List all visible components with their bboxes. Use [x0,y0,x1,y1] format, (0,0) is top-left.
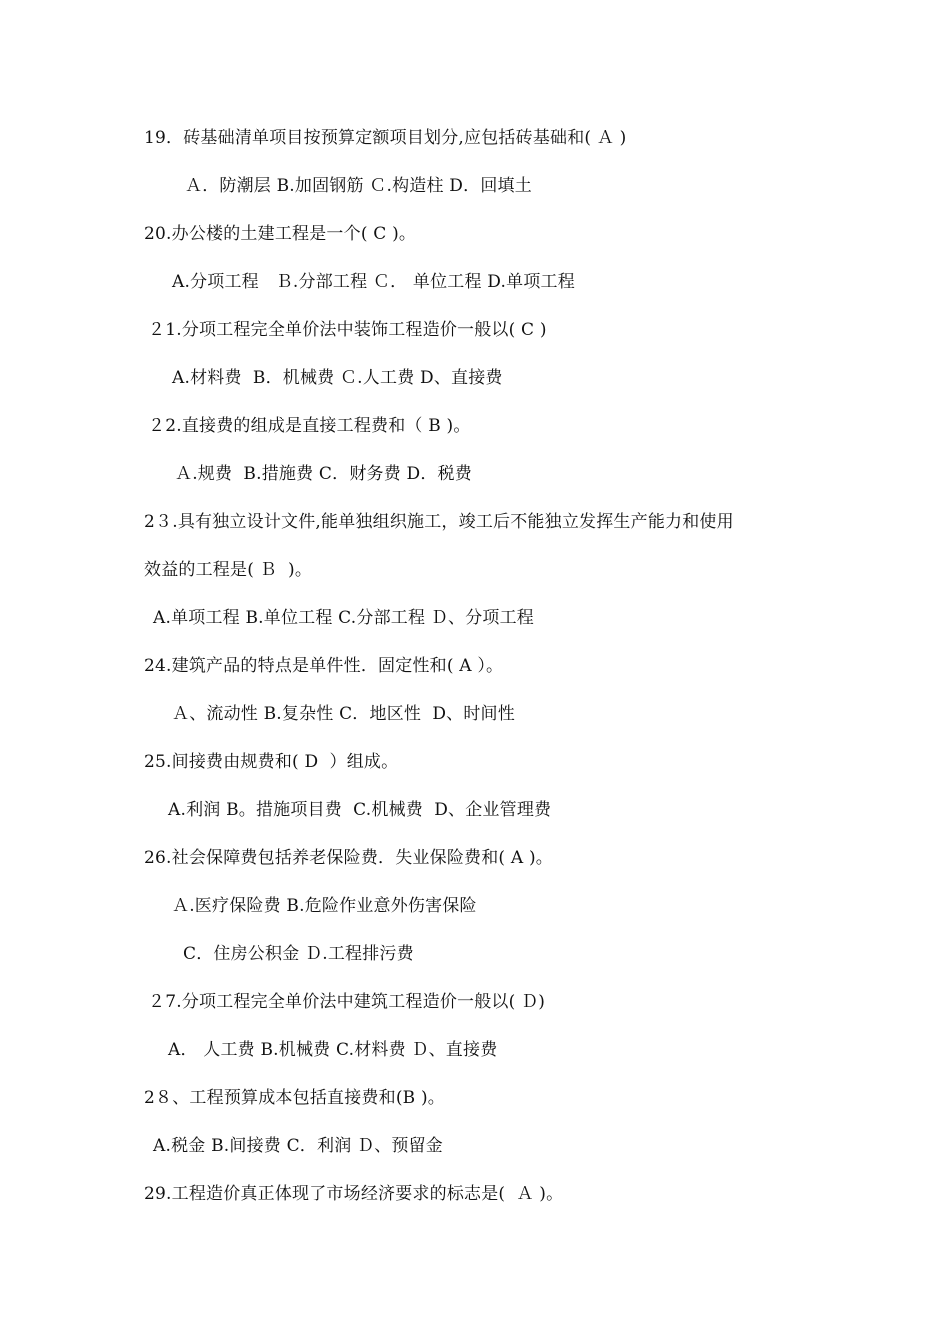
question-28: 2８、工程预算成本包括直接费和(B )。 [144,1088,445,1108]
question-20: 20.办公楼的土建工程是一个( C )。 [144,224,417,244]
question-20-options: A.分项工程 Ｂ.分部工程 Ｃ． 单位工程 D.单项工程 [172,272,575,292]
question-24-options: Ａ、流动性 B.复杂性 C．地区性 D、时间性 [172,704,515,724]
question-29: 29.工程造价真正体现了市场经济要求的标志是( Ａ )。 [144,1184,564,1204]
question-26: 26.社会保障费包括养老保险费．失业保险费和( A )。 [144,848,553,868]
question-23-continued: 效益的工程是( Ｂ )。 [144,560,313,580]
question-28-options: A.税金 B.间接费 C．利润 Ｄ、预留金 [153,1136,443,1156]
question-19: 19．砖基础清单项目按预算定额项目划分,应包括砖基础和( Ａ ) [144,128,627,148]
question-23: 2３.具有独立设计文件,能单独组织施工，竣工后不能独立发挥生产能力和使用 [144,512,734,532]
question-22: ２2.直接费的组成是直接工程费和（ B )。 [148,416,471,436]
question-24: 24.建筑产品的特点是单件性．固定性和( A ）。 [144,656,504,676]
question-27-options: A． 人工费 B.机械费 C.材料费 Ｄ、直接费 [168,1040,498,1060]
question-19-options: Ａ．防潮层 B.加固钢筋 Ｃ.构造柱 D．回填土 [185,176,532,196]
question-22-options: Ａ.规费 B.措施费 C．财务费 D．税费 [175,464,472,484]
question-26-options-ab: Ａ.医疗保险费 B.危险作业意外伤害保险 [172,896,477,916]
question-25: 25.间接费由规费和( D ）组成。 [144,752,399,772]
question-26-options-cd: C．住房公积金 Ｄ.工程排污费 [183,944,414,964]
question-27: ２7.分项工程完全单价法中建筑工程造价一般以( Ｄ) [148,992,546,1012]
question-23-options: A.单项工程 B.单位工程 C.分部工程 Ｄ、分项工程 [153,608,534,628]
question-21-options: A.材料费 B．机械费 Ｃ.人工费 D、直接费 [172,368,503,388]
question-25-options: A.利润 B。措施项目费 C.机械费 D、企业管理费 [168,800,552,820]
question-21: ２1.分项工程完全单价法中装饰工程造价一般以( C ) [148,320,547,340]
